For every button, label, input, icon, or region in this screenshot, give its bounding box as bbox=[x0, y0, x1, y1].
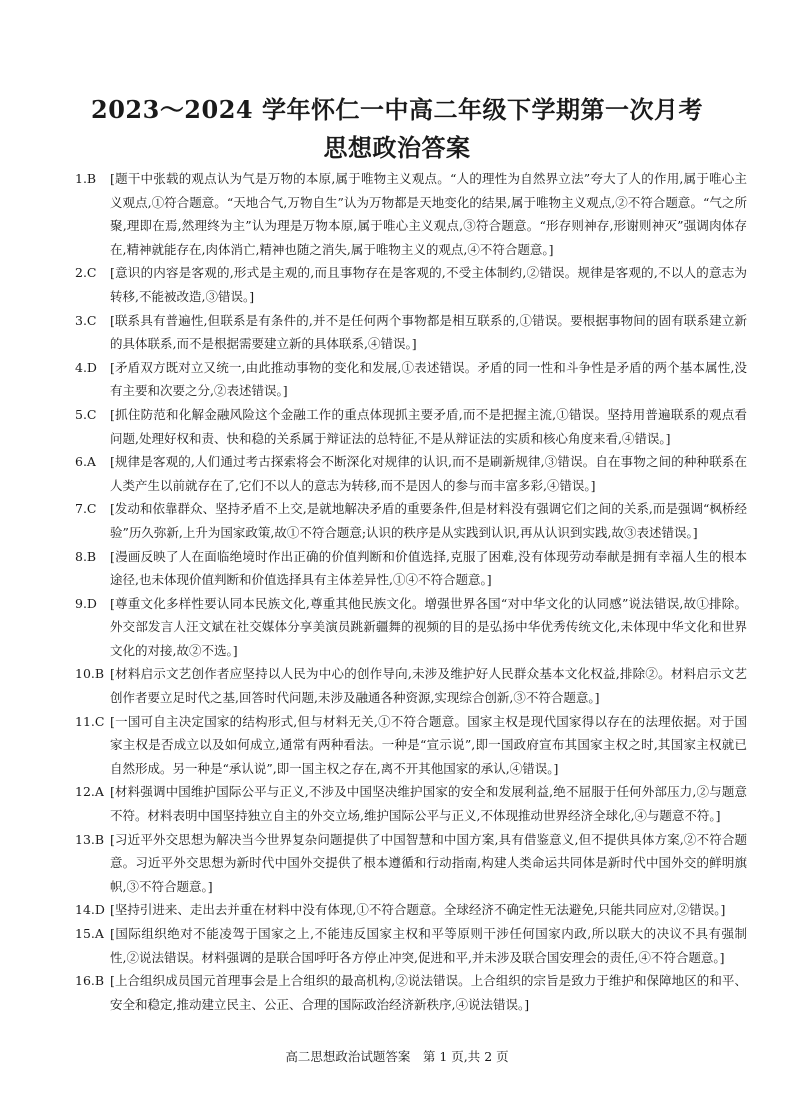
answer-item bbox=[75, 828, 747, 899]
answer-explanation: [材料启示文艺创作者应坚持以人民为中心的创作导向,未涉及维护好人民群众基本文化权益,排除②。材料启示文艺创作者要立足时代之基,回答时代问题,未涉及融通各种资源,实现综合创新,③不符合题意。] bbox=[110, 666, 747, 706]
answer-number: 7.C bbox=[75, 501, 97, 517]
answer-number: 16.B bbox=[75, 973, 105, 989]
answer-explanation: [材料强调中国维护国际公平与正义,不涉及中国坚决维护国家的安全和发展利益,绝不屈服于任何外部压力,②与题意不符。材料表明中国坚持独立自主的外交立场,维护国际公平与正义,不体现推动世界经济全球化,④与题意不符。] bbox=[110, 784, 747, 824]
answer-item bbox=[75, 497, 747, 544]
answer-explanation: [联系具有普遍性,但联系是有条件的,并不是任何两个事物都是相互联系的,①错误。要根据事物间的固有联系建立新的具体联系,而不是根据需要建立新的具体联系,④错误。] bbox=[110, 312, 747, 352]
answer-explanation: [题干中张载的观点认为气是万物的本原,属于唯物主义观点。“人的理性为自然界立法”夸大了人的作用,属于唯心主义观点,①符合题意。“天地合气,万物自生”认为万物都是天地变化的结果,属于唯物主义观点,②不符合题意。“气之所聚,理即在焉,然理终为主”认为理是万物本原,属于唯心主义观点,③符合题意。“形存则神存,形谢则神灭”强调肉体存在,精神就能存在,肉体消亡,精神也随之消失,属于唯物主义的观点,④不符合题意。] bbox=[110, 171, 747, 257]
answer-subtitle: 思想政治答案 bbox=[323, 133, 471, 162]
answer-explanation: [矛盾双方既对立又统一,由此推动事物的变化和发展,①表述错误。矛盾的同一性和斗争性是矛盾的两个基本属性,没有主要和次要之分,②表述错误。] bbox=[110, 359, 747, 399]
answer-number: 10.B bbox=[75, 666, 105, 682]
answer-number: 13.B bbox=[75, 831, 105, 847]
answer-explanation: [国际组织绝对不能凌驾于国家之上,不能违反国家主权和平等原则干涉任何国家内政,所以联大的决议不具有强制性,②说法错误。材料强调的是联合国呼吁各方停止冲突,促进和平,并未涉及联合国安理会的责任,④不符合题意。] bbox=[110, 926, 747, 965]
answer-list bbox=[75, 167, 747, 1016]
answer-explanation: [尊重文化多样性要认同本民族文化,尊重其他民族文化。增强世界各国“对中华文化的认同感”说法错误,故①排除。外交部发言人汪文斌在社交媒体分享美演员跳新疆舞的视频的目的是弘扬中华优秀传统文化,未体现中华文化和世界文化的对接,故②不选。] bbox=[110, 595, 747, 658]
answer-item bbox=[75, 662, 747, 709]
answer-item bbox=[75, 969, 747, 1016]
answer-number: 9.D bbox=[75, 595, 97, 611]
answer-number: 14.D bbox=[75, 902, 105, 918]
answer-item bbox=[75, 780, 747, 827]
answer-number: 2.C bbox=[75, 265, 97, 281]
answer-explanation: [上合组织成员国元首理事会是上合组织的最高机构,②说法错误。上合组织的宗旨是致力于维护和保障地区的和平、安全和稳定,推动建立民主、公正、合理的国际政治经济新秩序,④说法错误。] bbox=[110, 973, 747, 1012]
answer-number: 1.B bbox=[75, 171, 97, 186]
answer-item bbox=[75, 356, 747, 403]
page-footer: 高二思想政治试题答案 第 1 页,共 2 页 bbox=[285, 1049, 509, 1064]
answer-item bbox=[75, 167, 747, 261]
answer-item bbox=[75, 898, 747, 922]
answer-explanation: [发动和依靠群众、坚持矛盾不上交,是就地解决矛盾的重要条件,但是材料没有强调它们之间的关系,而是强调“枫桥经验”历久弥新,上升为国家政策,故①不符合题意;认识的秩序是从实践到认识,再从认识到实践,故③表述错误。] bbox=[110, 501, 747, 540]
answer-item bbox=[75, 710, 747, 781]
answer-item bbox=[75, 261, 747, 308]
answer-explanation: [习近平外交思想为解决当今世界复杂问题提供了中国智慧和中国方案,具有借鉴意义,但不提供具体方案,②不符合题意。习近平外交思想为新时代中国外交提供了根本遵循和行动指南,构建人类命运共同体是新时代中国外交的鲜明旗帜,③不符合题意。] bbox=[110, 831, 747, 894]
answer-number: 5.C bbox=[75, 406, 97, 422]
answer-explanation: [抓住防范和化解金融风险这个金融工作的重点体现抓主要矛盾,而不是把握主流,①错误。坚持用普遍联系的观点看问题,处理好权和责、快和稳的关系属于辩证法的总特征,不是从辩证法的实质和核心角度来看,④错误。] bbox=[110, 406, 747, 446]
answer-explanation: [漫画反映了人在面临绝境时作出正确的价值判断和价值选择,克服了困难,没有体现劳动奉献是拥有幸福人生的根本途径,也未体现价值判断和价值选择具有主体差异性,①④不符合题意。] bbox=[110, 548, 747, 588]
answer-explanation: [坚持引进来、走出去并重在材料中没有体现,①不符合题意。全球经济不确定性无法避免,只能共同应对,②错误。] bbox=[110, 902, 726, 918]
answer-explanation: [规律是客观的,人们通过考古探索将会不断深化对规律的认识,而不是刷新规律,③错误。自在事物之间的种种联系在人类产生以前就存在了,它们不以人的意志为转移,而不是因人的参与而丰富多彩,④错误。] bbox=[110, 454, 747, 493]
answer-number: 15.A bbox=[75, 926, 104, 941]
answer-number: 6.A bbox=[75, 454, 96, 470]
answer-number: 8.B bbox=[75, 548, 97, 564]
answer-explanation: [意识的内容是客观的,形式是主观的,而且事物存在是客观的,不受主体制约,②错误。规律是客观的,不以人的意志为转移,不能被改造,③错误。] bbox=[110, 265, 747, 304]
answer-item bbox=[75, 922, 747, 969]
answer-item bbox=[75, 450, 747, 497]
answer-number: 3.C bbox=[75, 312, 97, 328]
exam-title: 2023～2024 学年怀仁一中高二年级下学期第一次月考 bbox=[91, 95, 703, 124]
answer-number: 11.C bbox=[75, 713, 105, 729]
answer-item bbox=[75, 309, 747, 356]
answer-explanation: [一国可自主决定国家的结构形式,但与材料无关,①不符合题意。国家主权是现代国家得以存在的法理依据。对于国家主权是否成立以及如何成立,通常有两种看法。一种是“宣示说”,即一国政府宣布其国家主权之时,其国家主权就已自然形成。另一种是“承认说”,即一国主权之存在,离不开其他国家的承认,④错误。] bbox=[110, 713, 747, 776]
answer-item bbox=[75, 403, 747, 450]
answer-number: 12.A bbox=[75, 784, 104, 800]
answer-number: 4.D bbox=[75, 359, 97, 375]
answer-item bbox=[75, 592, 747, 663]
answer-item bbox=[75, 545, 747, 592]
